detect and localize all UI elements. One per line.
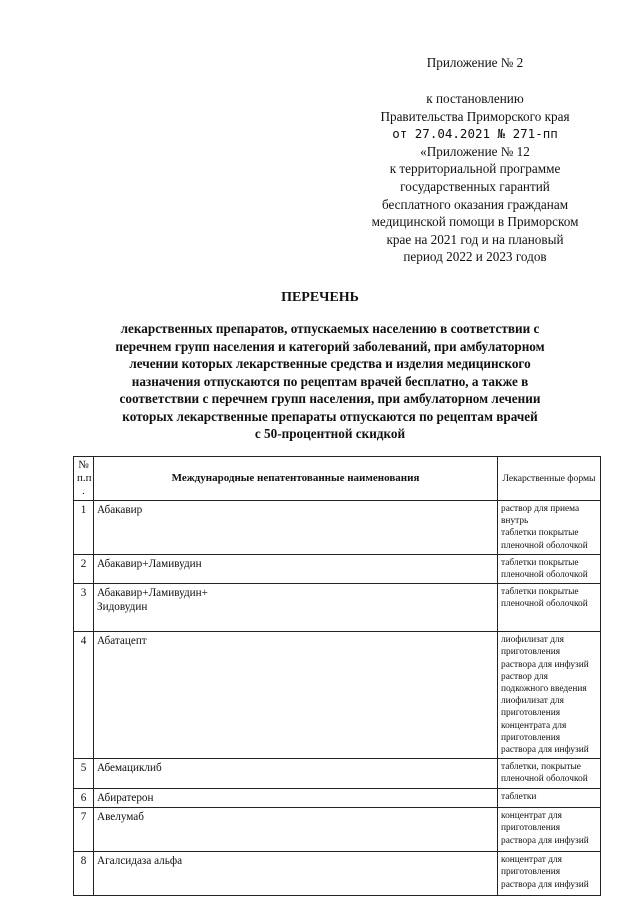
table-row — [74, 554, 601, 583]
header-line: медицинской помощи в Приморском — [371, 214, 579, 230]
table-row — [74, 501, 601, 555]
table-row — [74, 759, 601, 789]
header-line: к территориальной программе — [389, 161, 561, 177]
column-header-number: № п.п . — [74, 457, 94, 501]
drug-name: Абакавир+Ламивудин — [94, 554, 498, 583]
header-line: период 2022 и 2023 годов — [403, 249, 547, 265]
table-row — [74, 584, 601, 632]
column-header-name: Международные непатентованные наименования — [94, 457, 498, 501]
row-number: 7 — [74, 808, 94, 852]
row-number: 4 — [74, 632, 94, 759]
row-number: 8 — [74, 852, 94, 896]
medicines-table — [73, 456, 601, 896]
table-row — [74, 852, 601, 896]
subtitle-line: назначения отпускаются по рецептам врачей бесплатно, а также в — [131, 373, 529, 389]
drug-name: Абемациклиб — [94, 759, 498, 789]
document-subtitle — [75, 320, 585, 443]
drug-form: лиофилизат для приготовления раствора для инфузий раствор для подкожного введения лиофилизат для приготовления концентрата для приготовления раствора для инфузий — [498, 632, 601, 759]
header-line: «Приложение № 12 — [420, 143, 530, 159]
header-line: крае на 2021 год и на плановый — [386, 231, 564, 247]
table-header-row — [74, 457, 601, 501]
subtitle-line: соответствии с перечнем групп населения, при амбулаторном лечении — [119, 391, 541, 406]
subtitle-line: которых лекарственные препараты отпускаются по рецептам врачей — [122, 408, 538, 424]
table-row — [74, 789, 601, 808]
row-number: 1 — [74, 501, 94, 555]
header-line: государственных гарантий — [400, 178, 550, 194]
drug-name: Агалсидаза альфа — [94, 852, 498, 896]
row-number: 3 — [74, 584, 94, 632]
drug-form: раствор для приема внутрь таблетки покрытые пленочной оболочкой — [498, 501, 601, 555]
row-number: 2 — [74, 554, 94, 583]
drug-form: концентрат для приготовления раствора для инфузий — [498, 852, 601, 896]
header-line: к постановлению — [426, 91, 524, 106]
drug-name: Авелумаб — [94, 808, 498, 852]
drug-name: Абакавир — [94, 501, 498, 555]
drug-form: концентрат для приготовления раствора для инфузий — [498, 808, 601, 852]
document-title: ПЕРЕЧЕНЬ — [281, 290, 359, 305]
drug-form: таблетки — [498, 789, 601, 808]
drug-form: таблетки, покрытые пленочной оболочкой — [498, 759, 601, 789]
table-row — [74, 632, 601, 759]
subtitle-line: перечнем групп населения и категорий заболеваний, при амбулаторном — [115, 338, 545, 354]
drug-form: таблетки покрытые пленочной оболочкой — [498, 584, 601, 632]
row-number: 5 — [74, 759, 94, 789]
header-line: бесплатного оказания гражданам — [381, 196, 569, 212]
registration-stamp: от 27.04.2021 № 271-пп — [392, 126, 558, 142]
subtitle-line: с 50-процентной скидкой — [254, 426, 406, 441]
table-row — [74, 808, 601, 852]
drug-name: Абатацепт — [94, 632, 498, 759]
drug-name: Абакавир+Ламивудин+ Зидовудин — [94, 584, 498, 632]
subtitle-line: лекарственных препаратов, отпускаемых населению в соответствии с — [120, 321, 540, 336]
row-number: 6 — [74, 789, 94, 808]
column-header-form: Лекарственные формы — [498, 457, 601, 501]
subtitle-line: лечении которых лекарственные средства и изделия медицинского — [129, 356, 531, 371]
appendix-number: Приложение № 2 — [426, 55, 524, 70]
resolution-reference — [355, 90, 595, 266]
header-line: Правительства Приморского края — [380, 108, 570, 124]
drug-name: Абиратерон — [94, 789, 498, 808]
drug-form: таблетки покрытые пленочной оболочкой — [498, 554, 601, 583]
